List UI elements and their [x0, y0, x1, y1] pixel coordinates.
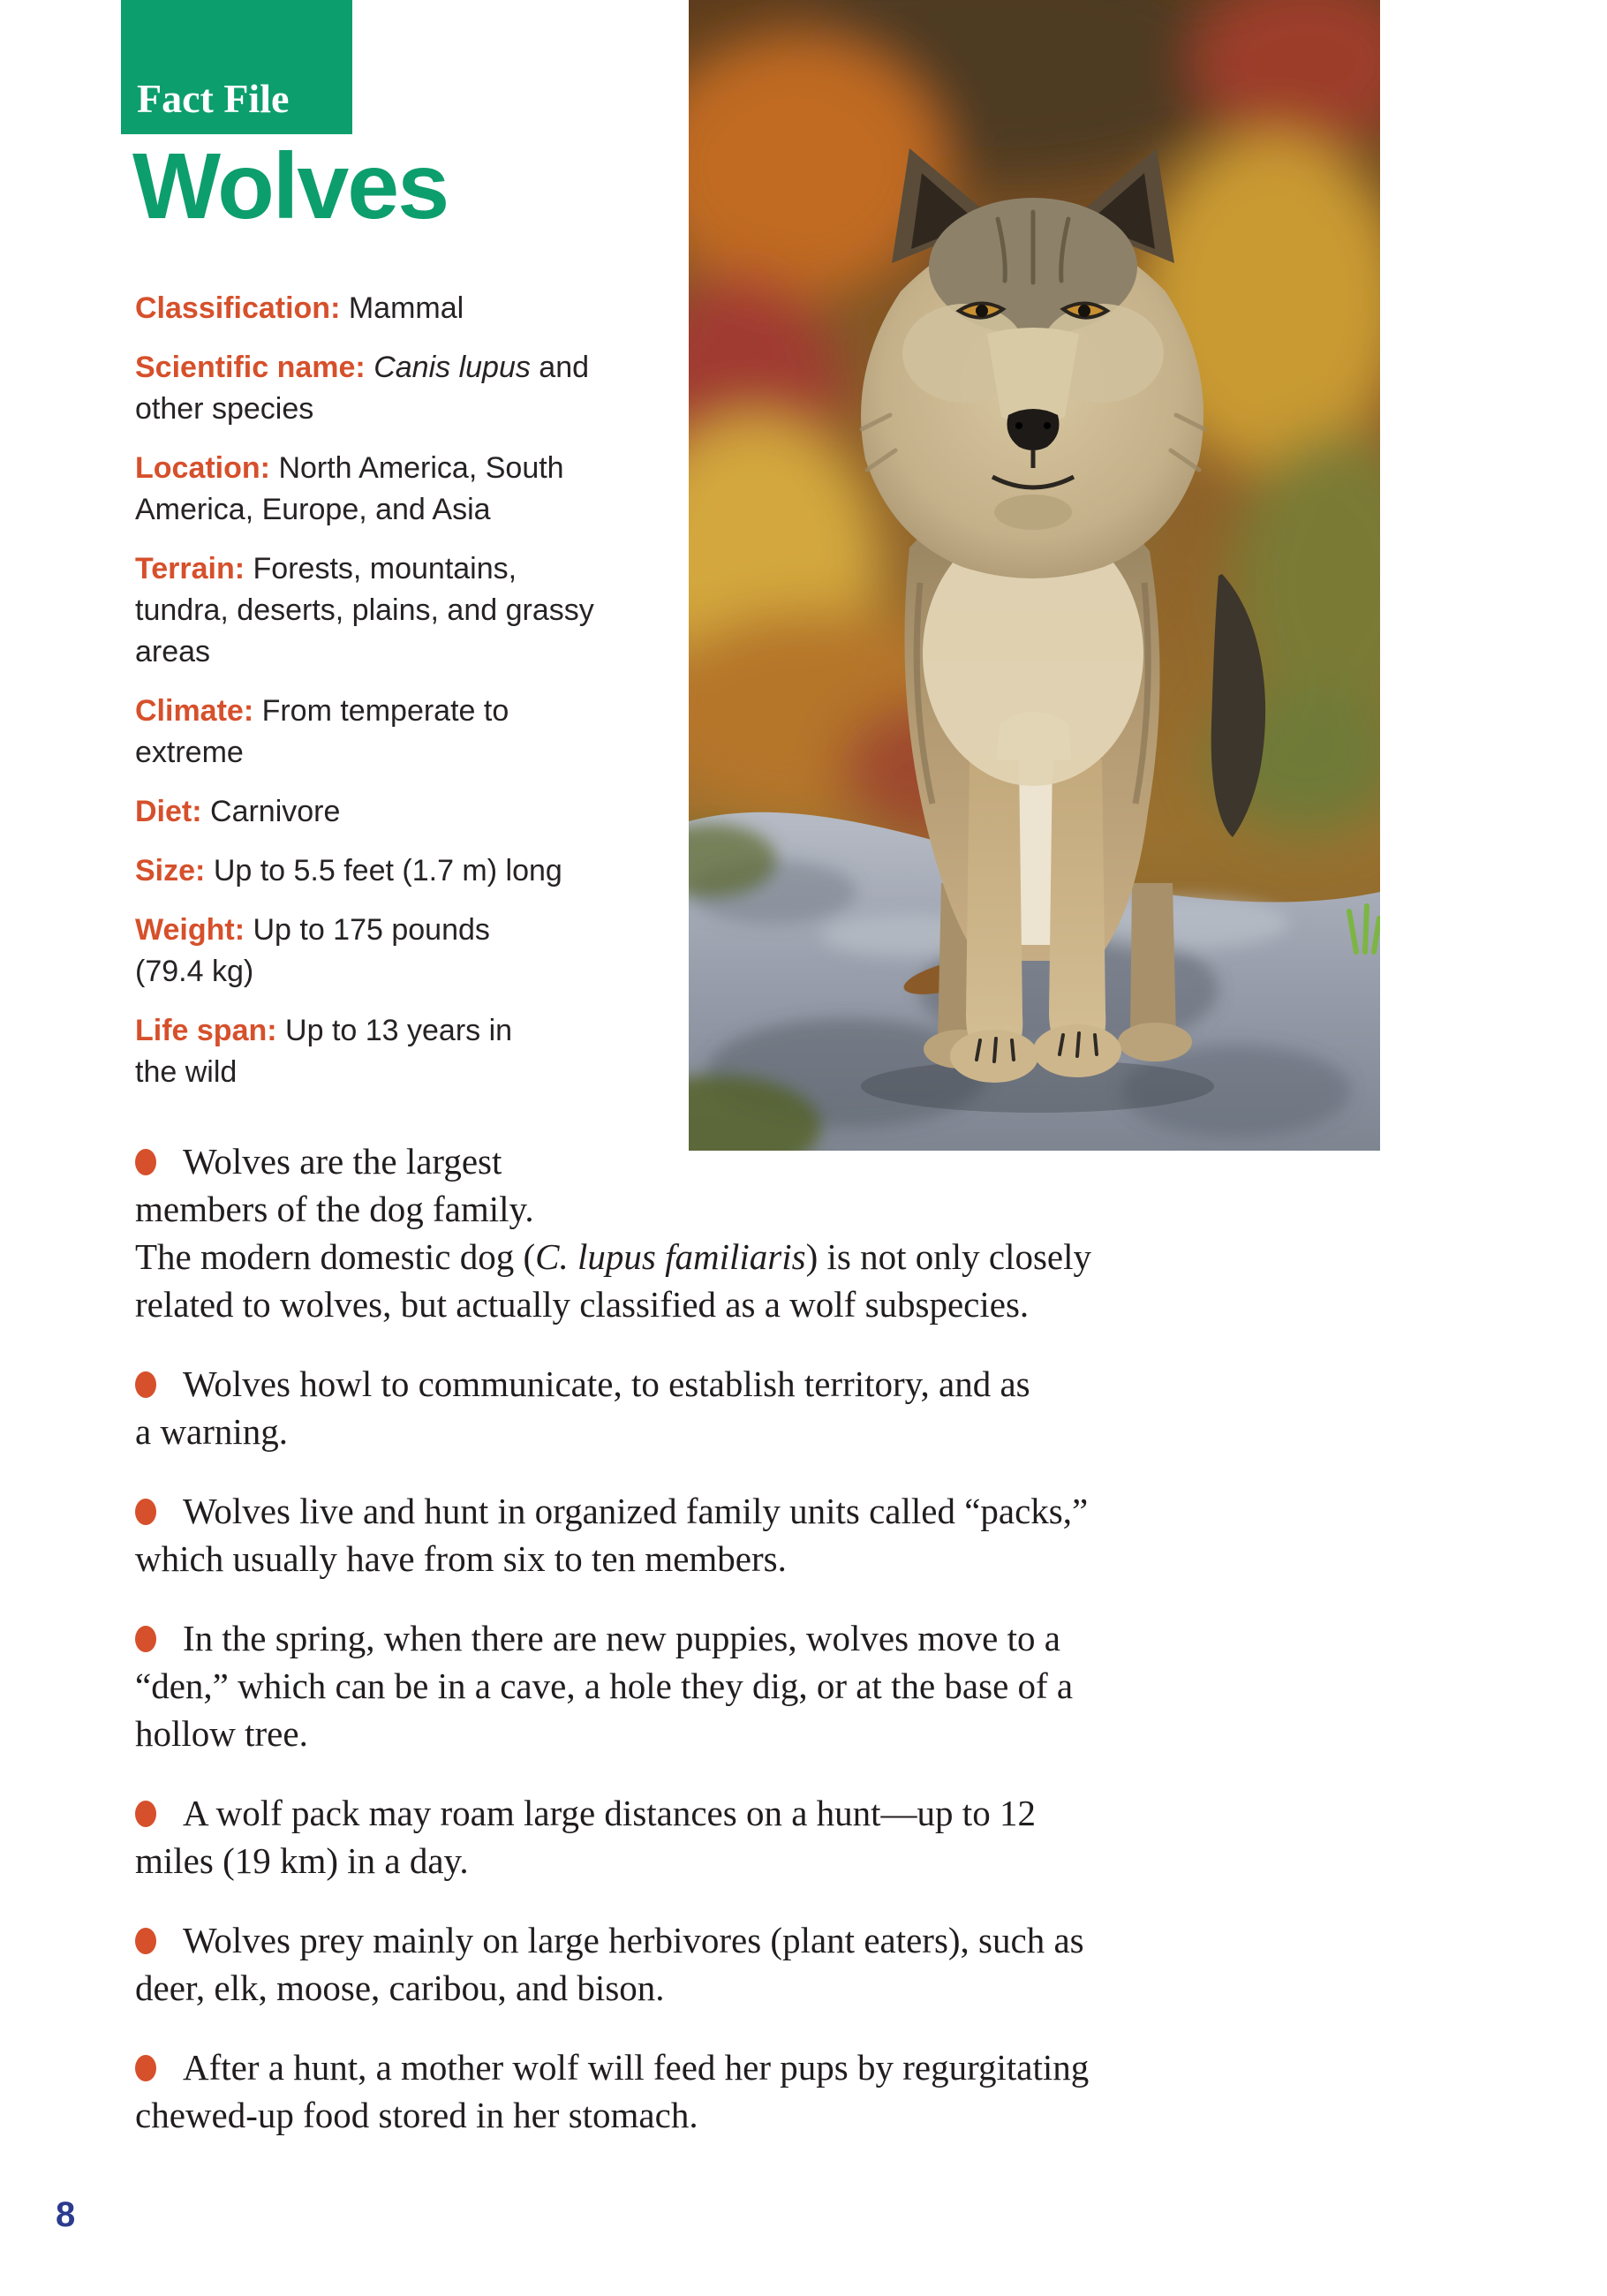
fact-value: other species [135, 392, 314, 426]
wolf-photo-illustration [689, 0, 1380, 1151]
fact-row-diet [135, 791, 700, 833]
bullet-text: chewed-up food stored in her stomach. [135, 2095, 698, 2135]
fact-row-climate [135, 691, 700, 774]
fact-value-italic: Canis lupus [373, 351, 531, 384]
bullet-item [135, 1487, 1407, 1582]
fact-value: tundra, deserts, plains, and grassy [135, 593, 594, 627]
fact-value: the wild [135, 1055, 238, 1089]
fact-row-location [135, 448, 700, 531]
bullet-text: ) is not only closely [805, 1236, 1092, 1277]
bullet-text: hollow tree. [135, 1713, 308, 1754]
bullet-text: Wolves prey mainly on large herbivores (plant eaters), such as [183, 1920, 1084, 1960]
bullet-dot-icon [135, 1928, 156, 1954]
fact-label: Climate: [135, 694, 254, 728]
fact-value: Up to 175 pounds [253, 913, 490, 947]
fact-file-badge-label: Fact File [137, 76, 290, 121]
fact-label: Location: [135, 451, 270, 485]
bullet-item [135, 1916, 1407, 2012]
bullet-text: a warning. [135, 1411, 289, 1452]
fact-row-weight [135, 910, 700, 993]
bullet-text: The modern domestic dog ( [135, 1236, 536, 1277]
fact-label: Weight: [135, 913, 245, 947]
fact-value: areas [135, 635, 211, 668]
bullet-text: Wolves are the largest [183, 1141, 502, 1182]
fact-label: Size: [135, 854, 206, 887]
fact-value: Forests, mountains, [253, 552, 517, 585]
bullet-text: In the spring, when there are new puppies, wolves move to a [183, 1618, 1060, 1658]
fact-label: Classification: [135, 291, 341, 325]
fact-label: Terrain: [135, 552, 245, 585]
bullet-text: A wolf pack may roam large distances on a hunt—up to 12 [183, 1793, 1036, 1833]
fact-value: Up to 5.5 feet (1.7 m) long [213, 854, 562, 887]
fact-value: Mammal [348, 291, 464, 325]
bullet-dot-icon [135, 1801, 156, 1827]
bullet-item [135, 1137, 1407, 1328]
bullet-item [135, 1789, 1407, 1884]
bullet-text: members of the dog family. [135, 1189, 534, 1229]
bullet-list [135, 1137, 1407, 2171]
bullet-text: “den,” which can be in a cave, a hole they dig, or at the base of a [135, 1665, 1074, 1706]
fact-label: Diet: [135, 795, 202, 828]
fact-value: North America, South [278, 451, 564, 485]
page-number: 8 [56, 2195, 76, 2234]
fact-label: Life span: [135, 1014, 277, 1047]
bullet-text: related to wolves, but actually classified as a wolf subspecies. [135, 1284, 1030, 1325]
fact-value: extreme [135, 736, 244, 769]
bullet-item [135, 2043, 1407, 2139]
bullet-text: miles (19 km) in a day. [135, 1840, 469, 1881]
page-title: Wolves [132, 134, 449, 238]
wolf-photo [689, 0, 1380, 1151]
bullet-item [135, 1614, 1407, 1757]
fact-value: Carnivore [210, 795, 341, 828]
fact-row-terrain [135, 548, 700, 673]
bullet-dot-icon [135, 1149, 156, 1175]
bullet-dot-icon [135, 2055, 156, 2081]
fact-label: Scientific name: [135, 351, 366, 384]
fact-row-life-span [135, 1010, 700, 1093]
fact-value: Up to 13 years in [285, 1014, 513, 1047]
bullet-text: Wolves howl to communicate, to establish territory, and as [183, 1363, 1030, 1404]
fact-list [135, 288, 700, 1111]
bullet-text: deer, elk, moose, caribou, and bison. [135, 1967, 665, 2008]
fact-value: America, Europe, and Asia [135, 493, 491, 526]
bullet-dot-icon [135, 1371, 156, 1398]
bullet-text: Wolves live and hunt in organized family units called “packs,” [183, 1491, 1089, 1531]
bullet-item [135, 1360, 1407, 1455]
fact-value: (79.4 kg) [135, 955, 254, 988]
fact-value: From temperate to [261, 694, 509, 728]
fact-row-classification [135, 288, 700, 329]
fact-row-scientific-name [135, 347, 700, 430]
fact-row-size [135, 850, 700, 892]
fact-value: and [530, 351, 590, 384]
bullet-text: After a hunt, a mother wolf will feed her pups by regurgitating [183, 2047, 1090, 2088]
bullet-text-italic: C. lupus familiaris [535, 1236, 806, 1277]
fact-file-badge [121, 0, 352, 134]
bullet-text: which usually have from six to ten members. [135, 1538, 787, 1579]
bullet-dot-icon [135, 1626, 156, 1652]
bullet-dot-icon [135, 1499, 156, 1525]
